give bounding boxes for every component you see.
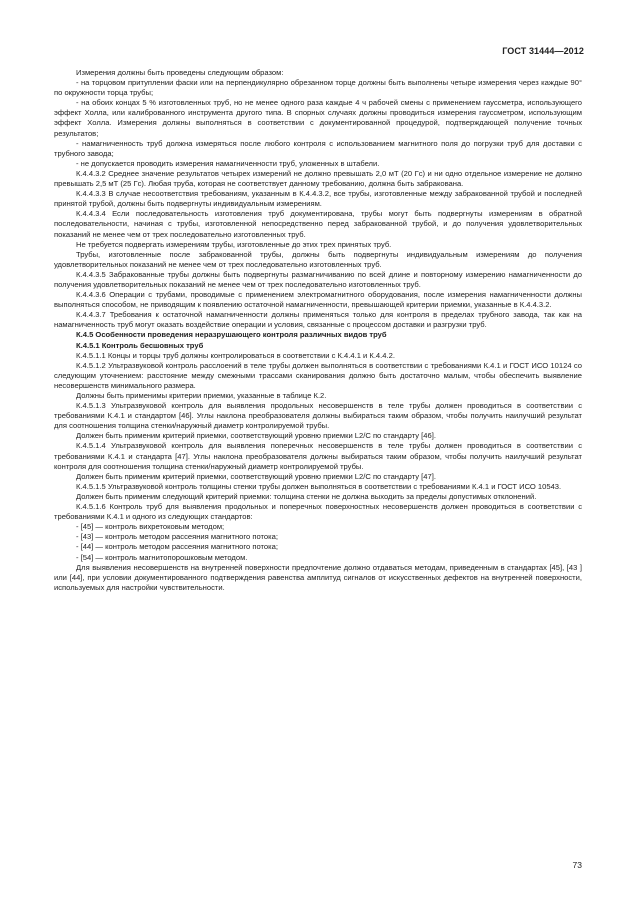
list-item: - на торцовом притуплении фаски или на перпендикулярно обрезанном торце должны быть выполнены четыре измерения через каждые 90° по окружности торца трубы; bbox=[54, 78, 582, 98]
clause-k-4-4-3-5: К.4.4.3.5 Забракованные трубы должны быть подвергнуты размагничиванию по всей длине и повторному измерению намагниченности до получения удовлетворительных показаний не менее чем от трех последовательно изготовленных труб. bbox=[54, 269, 582, 289]
paragraph: Измерения должны быть проведены следующим образом: bbox=[76, 68, 284, 77]
clause-k-4-4-3-7: К.4.4.3.7 Требования к остаточной намагниченности должны применяться только для контроля в пределах трубного завода, так как на намагниченность труб могут оказать воздействие операции и условия, связанные с процессом доставки и разгрузки труб. bbox=[54, 310, 582, 330]
clause-k-4-4-3-3: К.4.4.3.3 В случае несоответствия требованиям, указанным в К.4.4.3.2, все трубы, изготовленные между забракованной трубой и последней принятой трубой, должны быть подвергнуты индивидуальным измерениям. bbox=[54, 189, 582, 209]
list-item: - [43] — контроль методом рассеяния магнитного потока; bbox=[76, 532, 278, 542]
list-item: - намагниченность труб должна измеряться после любого контроля с использованием магнитного поля до погрузки труб для доставки с трубного завода; bbox=[54, 138, 582, 158]
clause-k-4-5-1-2: К.4.5.1.2 Ультразвуковой контроль расслоений в теле трубы должен выполняться в соответствии с требованиями К.4.1 и ГОСТ ИСО 10124 со следующим уточнением: расстояние между смежными трассами сканирования должно быть достаточно малым, чтобы обеспечить выявление несовершенств минимального размера. bbox=[54, 360, 582, 390]
clause-k-4-5-1-3: К.4.5.1.3 Ультразвуковой контроль для выявления продольных несовершенств в теле трубы должен проводиться в соответствии с требованиями К.4.1 и стандартом [46]. Углы наклона преобразователя должны выбираться таким образом, чтобы получить наилучший результат для соотношения толщина стенки/наружный диаметр контролируемой трубы. bbox=[54, 401, 582, 431]
clause-k-4-4-3-2: К.4.4.3.2 Среднее значение результатов четырех измерений не должно превышать 2,0 мТ (20 Гс) и ни одно отдельное измерение не должно превышать 2,5 мТ (25 Гс). Любая труба, которая не соответствует данному требованию, должна быть забракована. bbox=[54, 168, 582, 189]
list-item: - [45] — контроль вихретоковым методом; bbox=[76, 522, 225, 532]
page-number: 73 bbox=[572, 860, 582, 870]
list-item: - [44] — контроль методом рассеяния магнитного потока; bbox=[76, 542, 278, 552]
list-item: - на обоих концах 5 % изготовленных труб, но не менее одного раза каждые 4 ч рабочей смены с применением гауссметра, использующего эффект Холла, или калиброванного инструмента другого типа. В спорных случаях должны проводиться измерения гауссметром, использующим эффект Холла. Измерения должны выполняться в соответствии с документированной процедурой, подтверждающей получение точных результатов; bbox=[54, 98, 582, 138]
clause-k-4-4-3-6: К.4.4.3.6 Операции с трубами, проводимые с применением электромагнитного оборудования, после измерения намагниченности должны выполняться способом, не приводящим к появлению остаточной намагниченности, превышающей критерии приемки, указанные в К.4.4.3.2. bbox=[54, 290, 582, 310]
clause-k-4-5-1-5: К.4.5.1.5 Ультразвуковой контроль толщины стенки трубы должен выполняться в соответствии с требованиями К.4.1 и ГОСТ ИСО 10543. bbox=[76, 481, 562, 491]
document-code: ГОСТ 31444—2012 bbox=[502, 46, 584, 56]
paragraph: Должен быть применим следующий критерий приемки: толщина стенки не должна выходить за пределы допустимых отклонений. bbox=[76, 491, 537, 501]
clause-k-4-5-1-6: К.4.5.1.6 Контроль труб для выявления продольных и поперечных поверхностных несовершенств должен проводиться в соответствии с требованиями К.4.1 и одного из следующих стандартов: bbox=[54, 502, 582, 522]
paragraph: Трубы, изготовленные после забракованной трубы, должны быть подвергнуты индивидуальным измерениям до получения удовлетворительных показаний не менее чем от трех последовательно изготовленных труб. bbox=[54, 249, 582, 269]
paragraph: Должны быть применимы критерии приемки, указанные в таблице К.2. bbox=[76, 391, 327, 400]
clause-k-4-5-1-4: К.4.5.1.4 Ультразвуковой контроль для выявления поперечных несовершенств в теле трубы должен проводиться в соответствии с требованиями К.4.1 и стандарта [47]. Углы наклона преобразователя должны выбираться таким образом, чтобы получить наилучший результат контроля для соотношения толщина стенки/наружный диаметр контролируемой трубы. bbox=[54, 441, 582, 471]
clause-k-4-5-1-1: К.4.5.1.1 Концы и торцы труб должны контролироваться в соответствии с К.4.4.1 и К.4.4.2. bbox=[76, 350, 395, 360]
paragraph: Для выявления несовершенств на внутренней поверхности предпочтение должно отдаваться методам, приведенным в стандартах [45], [43 ] или [44], при условии документированного подтверждения равенства амплитуд сигналов от искусственных дефектов на внутренней поверхности, используемых для настройки чувствительности. bbox=[54, 562, 582, 592]
paragraph: Должен быть применим критерий приемки, соответствующий уровню приемки L2/C по стандарту [47]. bbox=[76, 471, 436, 481]
clause-k-4-4-3-4: К.4.4.3.4 Если последовательность изготовления труб документирована, трубы могут быть подвергнуты измерениям в обратной последовательности, начиная с трубы, изготовленной непосредственно перед забракованной трубой, и до получения удовлетворительных показаний не менее чем от трех последовательно изготовленных труб. bbox=[54, 209, 582, 239]
paragraph: Должен быть применим критерий приемки, соответствующий уровню приемки L2/C по стандарту [46]. bbox=[76, 431, 436, 441]
list-item: - не допускается проводить измерения намагниченности труб, уложенных в штабели. bbox=[76, 158, 380, 168]
document-body bbox=[54, 68, 582, 593]
paragraph: Не требуется подвергать измерениям трубы, изготовленные до этих трех принятых труб. bbox=[76, 239, 392, 249]
section-heading-k-4-5: К.4.5 Особенности проведения неразрушающего контроля различных видов труб bbox=[76, 330, 387, 340]
list-item: - [54] — контроль магнитопорошковым методом. bbox=[76, 552, 248, 562]
section-heading-k-4-5-1: К.4.5.1 Контроль бесшовных труб bbox=[76, 340, 204, 350]
